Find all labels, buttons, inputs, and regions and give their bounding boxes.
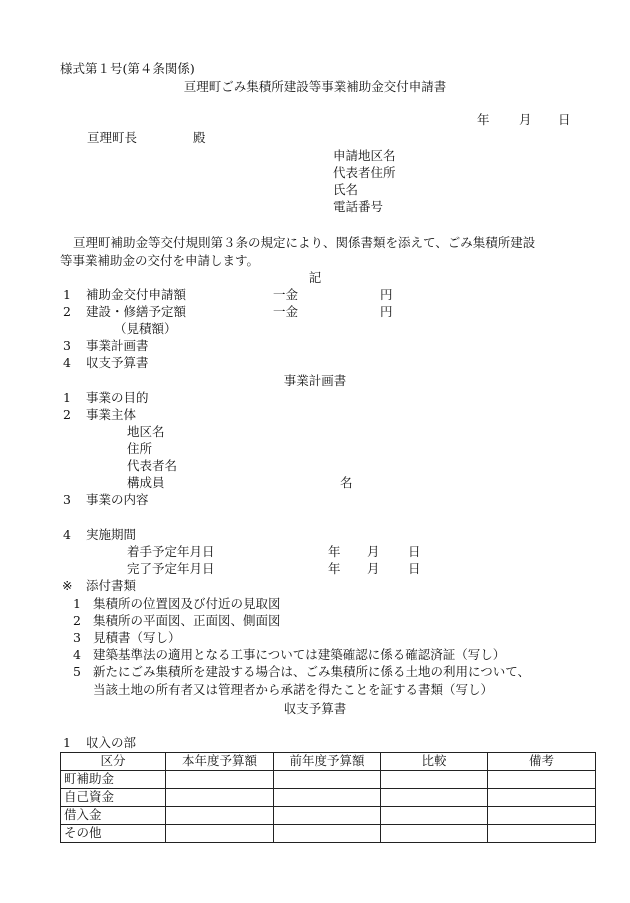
- item-number: 2: [63, 304, 71, 319]
- addressee-name: 亘理町長: [87, 130, 138, 145]
- plan-section-number: 1: [63, 390, 71, 405]
- table-row: [61, 825, 596, 843]
- cell-remarks: [488, 771, 596, 789]
- date-year: 年: [477, 112, 490, 127]
- plan-period-label: 実施期間: [86, 527, 137, 542]
- table-row: [61, 771, 596, 789]
- plan-start-date-label: 着手予定年月日: [127, 544, 215, 559]
- cell-last-year: [274, 771, 381, 789]
- row-label: 町補助金: [61, 771, 166, 789]
- form-label: 様式第１号(第４条関係): [60, 61, 195, 76]
- body-text-line2: 等事業補助金の交付を申請します。: [60, 253, 260, 268]
- cell-comparison: [381, 771, 488, 789]
- cell-remarks: [488, 825, 596, 843]
- attachment-number: 5: [73, 664, 81, 679]
- plan-end-day: 日: [408, 561, 421, 576]
- row-label: 借入金: [61, 807, 166, 825]
- item-number: 3: [63, 338, 71, 353]
- cell-remarks: [488, 807, 596, 825]
- cell-this-year: [166, 789, 274, 807]
- row-label: 自己資金: [61, 789, 166, 807]
- item-label-plan: 事業計画書: [86, 338, 149, 353]
- plan-members-label: 構成員: [127, 475, 165, 490]
- body-text-line1: 亘理町補助金等交付規則第３条の規定により、関係書類を添えて、ごみ集積所建設: [73, 235, 536, 250]
- item-number: 4: [63, 355, 71, 370]
- plan-end-year: 年: [328, 561, 341, 576]
- budget-section-number: 1: [63, 735, 71, 750]
- cell-last-year: [274, 825, 381, 843]
- cell-comparison: [381, 807, 488, 825]
- attachment-item: 集積所の位置図及び付近の見取図: [93, 596, 281, 611]
- item-label-subsidy-amount: 補助金交付申請額: [86, 287, 187, 302]
- item-amount-prefix: 一金: [273, 287, 299, 302]
- plan-content-label: 事業の内容: [86, 492, 149, 507]
- cell-last-year: [274, 807, 381, 825]
- plan-heading: 事業計画書: [283, 373, 347, 388]
- item-estimate-note: （見積額）: [114, 321, 177, 336]
- attachment-number: 4: [73, 647, 81, 662]
- plan-section-number: 2: [63, 407, 71, 422]
- column-header-comparison: 比較: [381, 753, 488, 771]
- attachment-number: 3: [73, 630, 81, 645]
- cell-comparison: [381, 825, 488, 843]
- page-title: 亘理町ごみ集積所建設等事業補助金交付申請書: [183, 79, 447, 94]
- plan-purpose-label: 事業の目的: [86, 390, 149, 405]
- item-label-budget: 収支予算書: [86, 355, 149, 370]
- plan-section-number: 4: [63, 527, 71, 542]
- cell-this-year: [166, 771, 274, 789]
- item-number: 1: [63, 287, 71, 302]
- attachments-mark: ※: [62, 578, 73, 593]
- cell-last-year: [274, 789, 381, 807]
- column-header-this-year: 本年度予算額: [166, 753, 274, 771]
- ki-heading: 記: [308, 270, 322, 285]
- table-row: [61, 807, 596, 825]
- plan-start-year: 年: [328, 544, 341, 559]
- cell-this-year: [166, 825, 274, 843]
- addressee-honorific: 殿: [193, 130, 206, 145]
- plan-area-name-label: 地区名: [127, 424, 165, 439]
- applicant-name-label: 氏名: [333, 182, 359, 197]
- income-table: [60, 752, 596, 843]
- attachment-item: 新たにごみ集積所を建設する場合は、ごみ集積所に係る土地の利用について、: [93, 664, 531, 679]
- cell-this-year: [166, 807, 274, 825]
- plan-section-number: 3: [63, 492, 71, 507]
- attachment-item-continued: 当該土地の所有者又は管理者から承諾を得たことを証する書類（写し）: [93, 682, 494, 697]
- attachment-item: 建築基準法の適用となる工事については建築確認に係る確認済証（写し）: [93, 647, 506, 662]
- cell-remarks: [488, 789, 596, 807]
- table-header-row: [61, 753, 596, 771]
- attachment-number: 2: [73, 613, 81, 628]
- plan-address-label: 住所: [127, 441, 153, 456]
- attachment-item: 見積書（写し）: [93, 630, 181, 645]
- budget-section-label: 収入の部: [86, 735, 137, 750]
- table-row: [61, 789, 596, 807]
- column-header-remarks: 備考: [488, 753, 596, 771]
- attachments-label: 添付書類: [86, 578, 137, 593]
- budget-heading: 収支予算書: [283, 701, 347, 716]
- column-header-category: 区分: [61, 753, 166, 771]
- plan-end-date-label: 完了予定年月日: [127, 561, 215, 576]
- applicant-phone-label: 電話番号: [333, 199, 384, 214]
- item-amount-unit: 円: [380, 287, 393, 302]
- plan-start-month: 月: [367, 544, 380, 559]
- plan-operator-label: 事業主体: [86, 407, 137, 422]
- applicant-area-label: 申請地区名: [333, 148, 396, 163]
- applicant-address-label: 代表者住所: [333, 165, 396, 180]
- plan-representative-label: 代表者名: [127, 458, 178, 473]
- plan-end-month: 月: [367, 561, 380, 576]
- date-day: 日: [558, 112, 571, 127]
- date-month: 月: [519, 112, 532, 127]
- plan-members-unit: 名: [340, 475, 353, 490]
- item-label-construction-amount: 建設・修繕予定額: [86, 304, 187, 319]
- attachment-number: 1: [73, 596, 81, 611]
- item-amount-unit: 円: [380, 304, 393, 319]
- cell-comparison: [381, 789, 488, 807]
- column-header-last-year: 前年度予算額: [274, 753, 381, 771]
- plan-start-day: 日: [408, 544, 421, 559]
- item-amount-prefix: 一金: [273, 304, 299, 319]
- row-label: その他: [61, 825, 166, 843]
- attachment-item: 集積所の平面図、正面図、側面図: [93, 613, 281, 628]
